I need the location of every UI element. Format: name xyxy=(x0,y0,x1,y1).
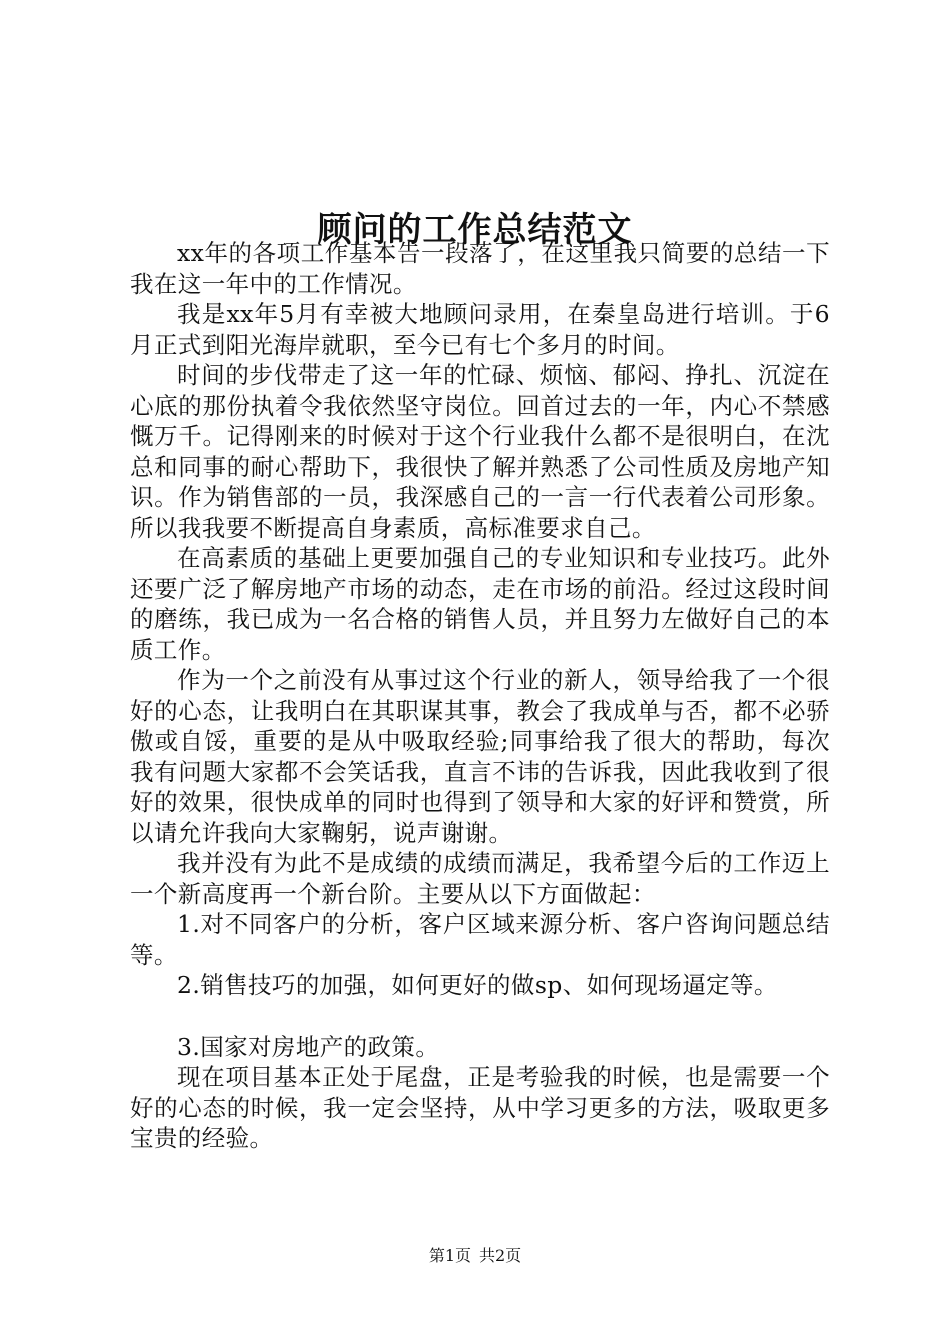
page-number: 第1页 xyxy=(428,1246,471,1265)
paragraph-skills: 在高素质的基础上更要加强自己的专业知识和专业技巧。此外还要广泛了解房地产市场的动态，走在市场的前沿。经过这段时间的磨练，我已成为一名合格的销售人员，并且努力左做好自己的本质工作。 xyxy=(130,544,830,664)
page-total: 共2页 xyxy=(479,1246,522,1265)
list-item-2: 2.销售技巧的加强，如何更好的做sp、如何现场逼定等。 xyxy=(177,971,778,999)
paragraph-intro: xx年的各项工作基本告一段落了，在这里我只简要的总结一下我在这一年中的工作情况。 xyxy=(130,239,830,298)
document-title: 顾问的工作总结范文 xyxy=(317,209,633,250)
list-item-3: 3.国家对房地产的政策。 xyxy=(177,1032,440,1061)
paragraph-goals: 我并没有为此不是成绩的成绩而满足，我希望今后的工作迈上一个新高度再一个新台阶。主要从以下方面做起： xyxy=(130,849,830,908)
list-item-1: 1.对不同客户的分析，客户区域来源分析、客户咨询问题总结等。 xyxy=(130,910,830,969)
paragraph-conclusion: 现在项目基本正处于尾盘，正是考验我的时候，也是需要一个好的心态的时候，我一定会坚持，从中学习更多的方法，吸取更多宝贵的经验。 xyxy=(130,1063,830,1152)
paragraph-reflection: 时间的步伐带走了这一年的忙碌、烦恼、郁闷、挣扎、沉淀在心底的那份执着令我依然坚守岗位。回首过去的一年，内心不禁感慨万千。记得刚来的时候对于这个行业我什么都不是很明白，在沈总和同事的耐心帮助下，我很快了解并熟悉了公司性质及房地产知识。作为销售部的一员，我深感自己的一言一行代表着公司形象。所以我我要不断提高自身素质，高标准要求自己。 xyxy=(130,361,830,542)
document-body xyxy=(130,238,830,1154)
page-footer xyxy=(0,1244,950,1268)
paragraph-gratitude: 作为一个之前没有从事过这个行业的新人，领导给我了一个很好的心态，让我明白在其职谋其事，教会了我成单与否，都不必骄傲或自馁，重要的是从中吸取经验;同事给我了很大的帮助，每次我有问题大家都不会笑话我，直言不讳的告诉我，因此我收到了很好的效果，很快成单的同时也得到了领导和大家的好评和赞赏，所以请允许我向大家鞠躬，说声谢谢。 xyxy=(130,666,830,847)
paragraph-hiring: 我是xx年5月有幸被大地顾问录用，在秦皇岛进行培训。于6月正式到阳光海岸就职，至今已有七个多月的时间。 xyxy=(130,300,830,359)
